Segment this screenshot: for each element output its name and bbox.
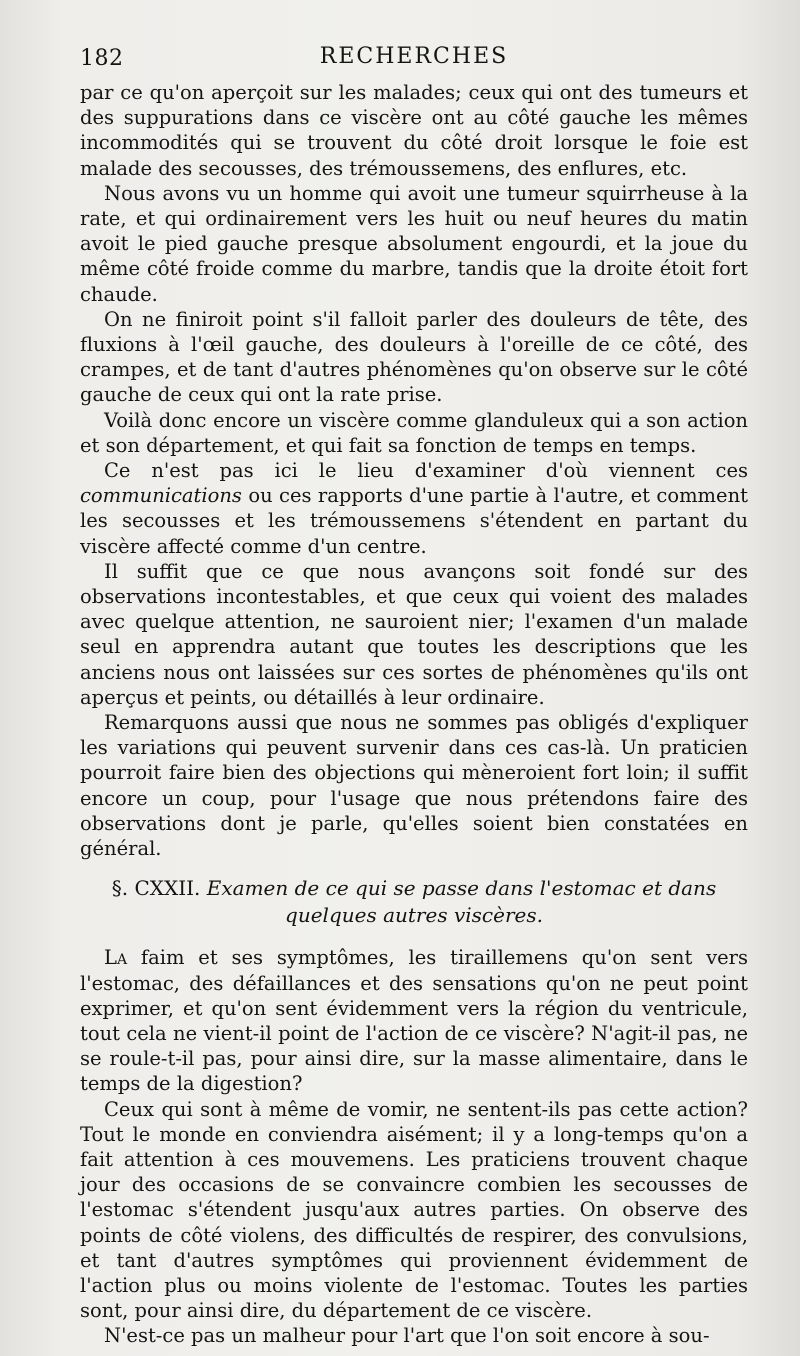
paragraph-left-side-symptoms: On ne finiroit point s'il falloit parler des douleurs de tête, des fluxions à l'œil gauche, des douleurs à l'oreille de ce côté, des crampes, et de tant d'autres phénomènes qu'on observe sur le côté gauche de ceux qui ont la rate prise. [80,307,748,407]
paragraph-hunger-lead: La [104,946,128,970]
paragraph-communications [80,458,748,559]
section-title: Examen de ce qui se passe dans l'estomac et dans quelques autres viscères. [206,876,717,928]
paragraph-continuation: par ce qu'on aperçoit sur les malades; ceux qui ont des tumeurs et des suppurations dans ce viscère ont au côté gauche les mêmes incommodités qui se trouvent du côté droit lorsque le foie est malade des secousses, des trémoussemens, des enflures, etc. [80,81,748,180]
paragraph-hunger [80,945,748,1096]
running-head [80,40,748,74]
paragraph-hunger-text: faim et ses symptômes, les tiraillemens qu'on sent vers l'estomac, des défaillances et des sensations qu'on ne peut point exprimer, et qu'on sent évidemment vers la région du ventricule, tout cela ne vient-il point de l'action de ce viscère? N'agit-il pas, ne se roule-t-il pas, pour ainsi dire, sur la masse alimentaire, dans le temps de la digestion? [80,946,748,1096]
paragraph-closing: N'est-ce pas un malheur pour l'art que l'on soit encore à sou- [104,1324,710,1348]
page-number: 182 [80,46,124,71]
paragraph-spleen-tumour: Nous avons vu un homme qui avoit une tumeur squirrheuse à la rate, et qui ordinairement vers les huit ou neuf heures du matin avoit le pied gauche presque absolument engourdi, et la joue du même côté froide comme du marbre, tandis que la droite étoit fort chaude. [80,181,748,306]
section-number: §. CXXII. [111,876,201,901]
body-text [80,80,748,1349]
section-heading [80,875,748,929]
paragraph-observations: Il suffit que ce que nous avançons soit fondé sur des observations incontestables, et que ceux qui voient des malades avec quelque attention, ne sauroient nier; l'examen d'un malade seul en apprendra autant que toutes les descriptions que les anciens nous ont laissées sur ces sortes de phénomènes qu'ils ont aperçus et peints, ou détaillés à leur ordinaire. [80,559,748,709]
italic-communications: communications [80,484,242,508]
paragraph-variations: Remarquons aussi que nous ne sommes pas obligés d'expliquer les variations qui peuvent survenir dans ces cas-là. Un praticien pourroit faire bien des objections qui mèneroient fort loin; il suffit encore un coup, pour l'usage que nous prétendons faire des observations dont je parle, qu'elles soient bien constatées en général. [80,711,748,861]
paragraph-communications-after: ou ces rapports d'une partie à l'autre, et comment les secousses et les trémoussemens s'étendent en partant du viscère affecté comme d'un centre. [80,484,748,558]
running-title: RECHERCHES [319,44,509,69]
paragraph-communications-before: Ce n'est pas ici le lieu d'examiner d'où viennent ces [104,459,748,483]
paragraph-glandular-viscus: Voilà donc encore un viscère comme glanduleux qui a son action et son département, et qui fait sa fonction de temps en temps. [80,408,748,457]
paragraph-vomiting: Ceux qui sont à même de vomir, ne sentent-ils pas cette action? Tout le monde en conviendra aisément; il y a long-temps qu'on a fait attention à ces mouvemens. Les praticiens trouvent chaque jour des occasions de se convaincre combien les secousses de l'estomac s'étendent jusqu'aux autres parties. On observe des points de côté violens, des difficultés de respirer, des convulsions, et tant d'autres symptômes qui proviennent évidemment de l'action plus ou moins violente de l'estomac. Toutes les parties sont, pour ainsi dire, du département de ce viscère. [80,1097,748,1323]
